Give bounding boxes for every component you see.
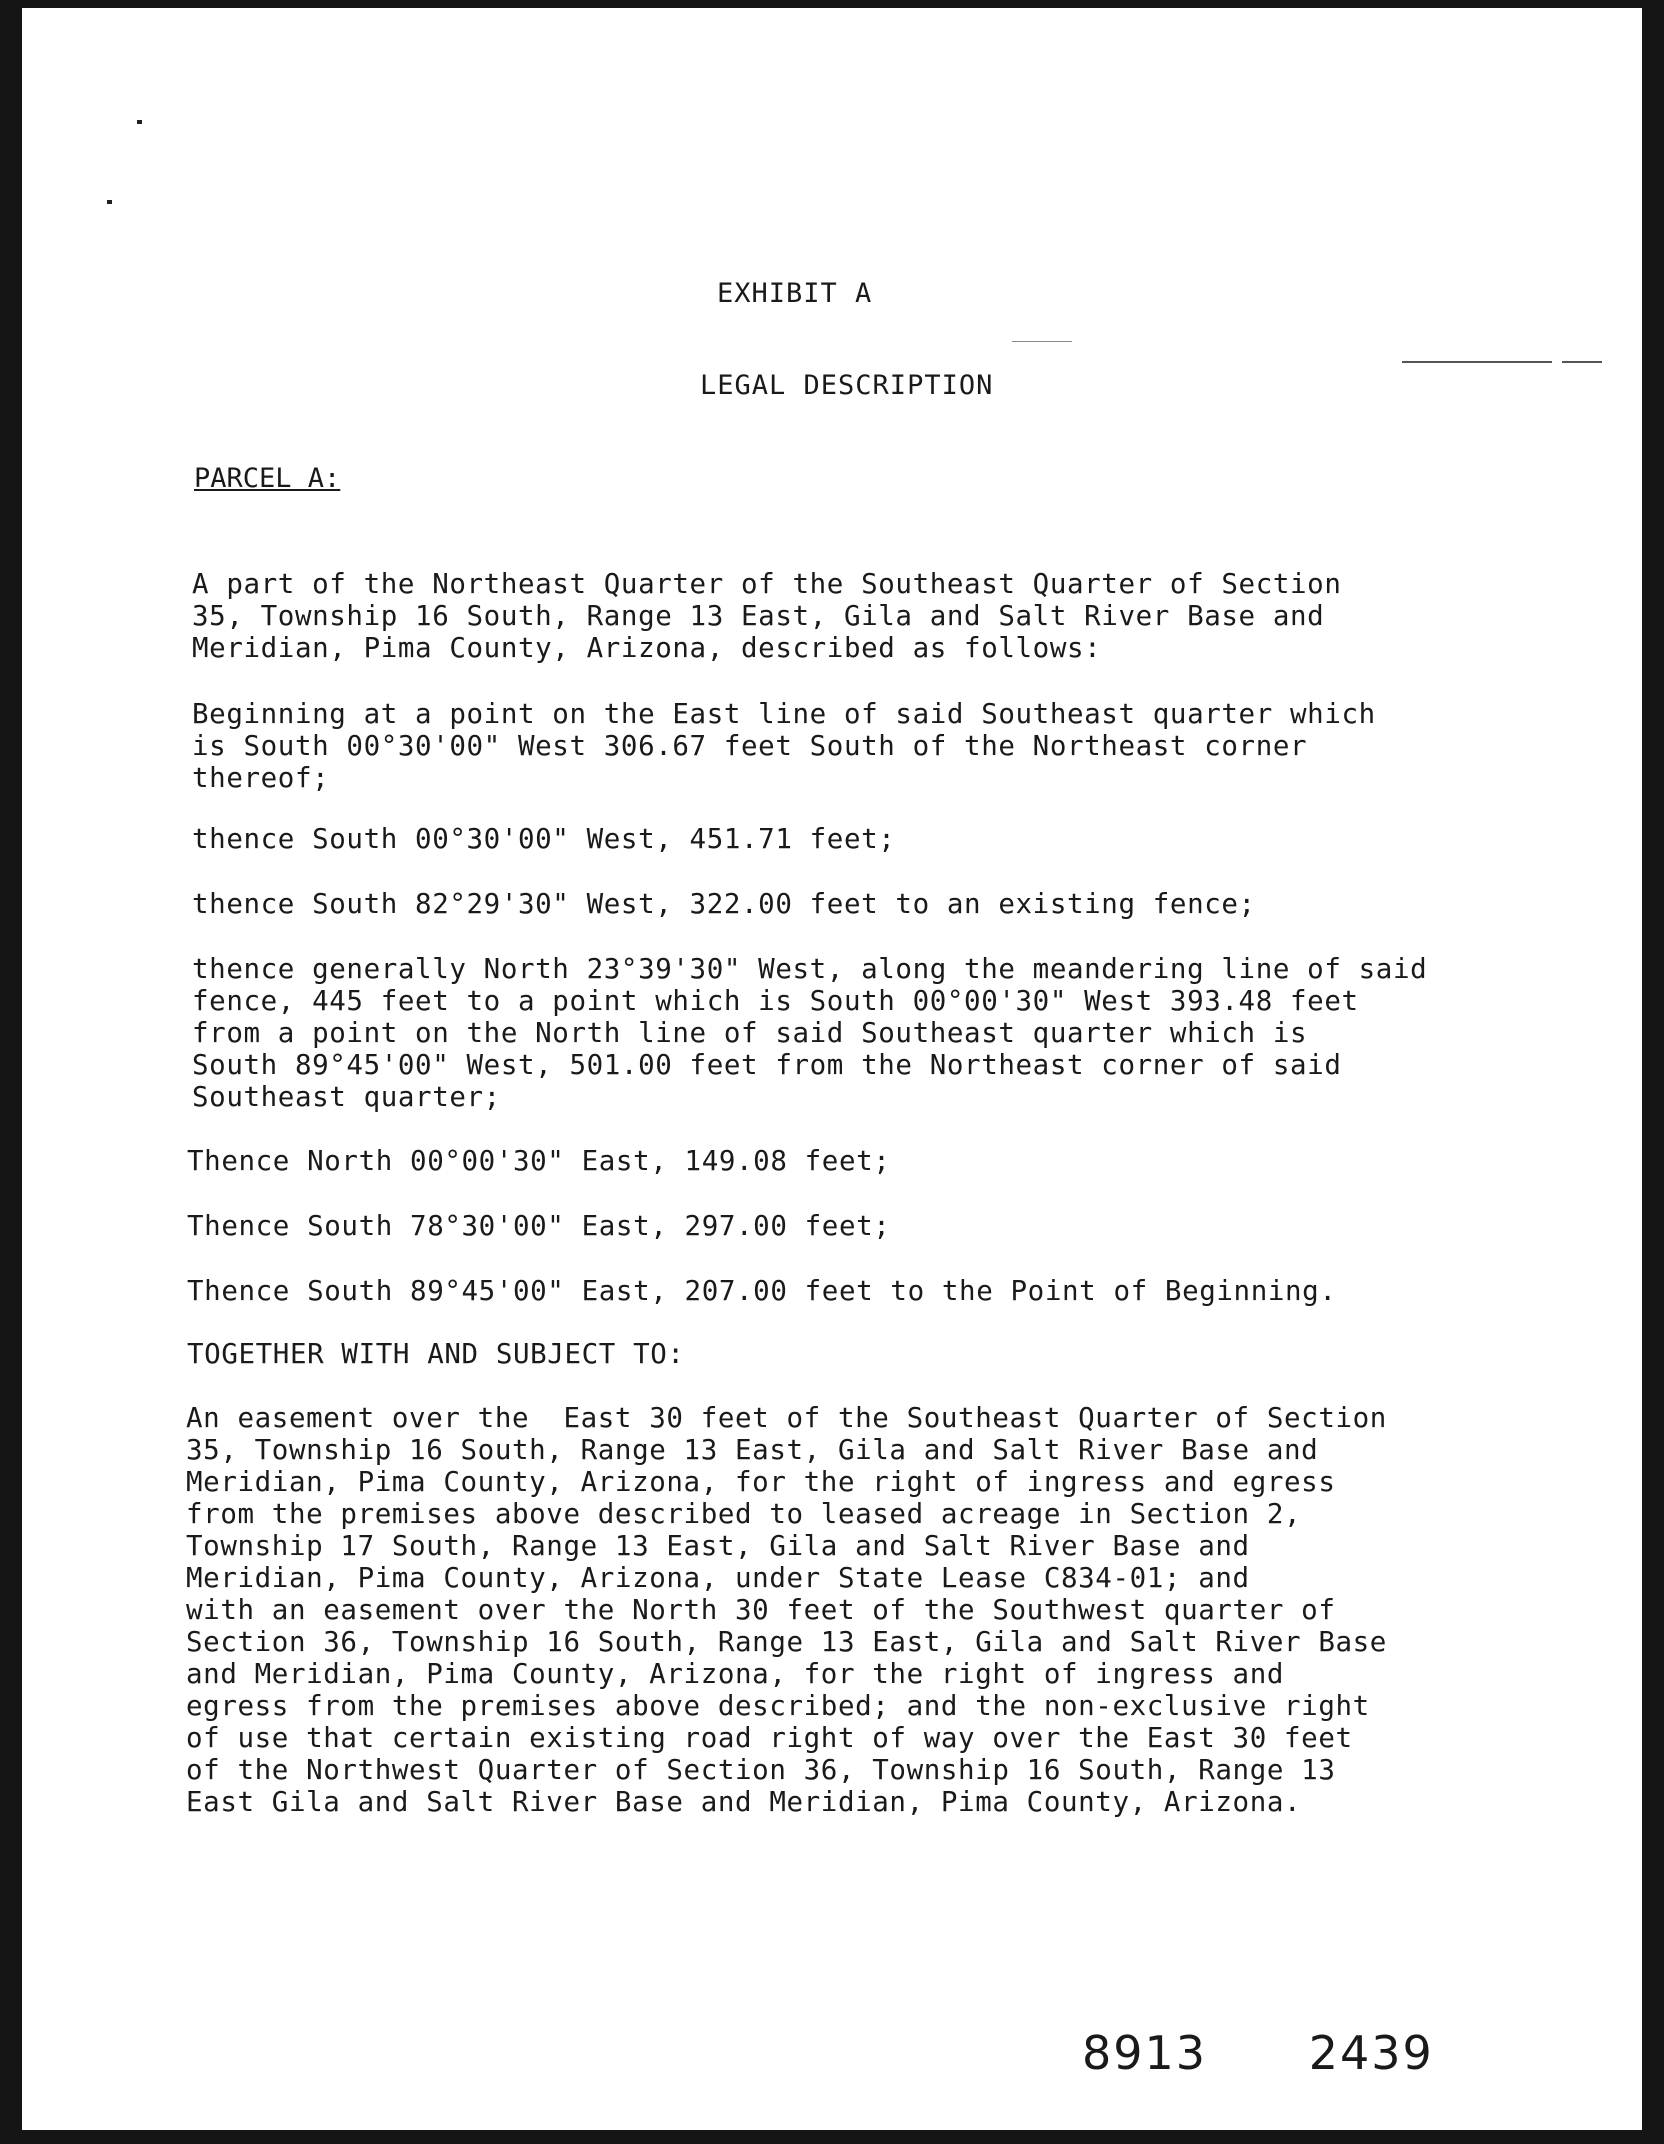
paragraph-parcel-location: A part of the Northeast Quarter of the Southeast Quarter of Section 35, Township 16 South, Range 13 East, Gila and Salt River Base and Meridian, Pima County, Arizona, described as follows: bbox=[192, 568, 1342, 664]
scan-rule bbox=[1402, 361, 1552, 363]
paragraph-course-6: Thence South 89°45'00" East, 207.00 feet to the Point of Beginning. bbox=[187, 1275, 1337, 1307]
section-title: LEGAL DESCRIPTION bbox=[700, 370, 994, 401]
paragraph-together-with: TOGETHER WITH AND SUBJECT TO: bbox=[187, 1338, 685, 1370]
parcel-label: PARCEL A: bbox=[194, 463, 341, 494]
paragraph-beginning-point: Beginning at a point on the East line of said Southeast quarter which is South 00°30'00" West 306.67 feet South of the Northeast corner thereof; bbox=[192, 698, 1376, 794]
scan-rule bbox=[1562, 361, 1602, 363]
paragraph-course-2: thence South 82°29'30" West, 322.00 feet to an existing fence; bbox=[192, 888, 1256, 920]
scan-speck bbox=[137, 120, 142, 124]
scan-rule bbox=[1012, 341, 1072, 342]
paragraph-course-3: thence generally North 23°39'30" West, along the meandering line of said fence, 445 feet to a point which is South 00°00'30" West 393.48 feet from a point on the North line of said Southeast quarter which is South 89°45'00" West, 501.00 feet from the Northeast corner of said Southeast quarter; bbox=[192, 953, 1428, 1113]
page-number-left: 8913 bbox=[1082, 2026, 1208, 2080]
page-numbers bbox=[1082, 2026, 1434, 2080]
scan-speck bbox=[107, 200, 112, 204]
paragraph-course-4: Thence North 00°00'30" East, 149.08 feet; bbox=[187, 1145, 891, 1177]
paragraph-course-1: thence South 00°30'00" West, 451.71 feet; bbox=[192, 823, 896, 855]
page-number-right: 2439 bbox=[1308, 2026, 1434, 2080]
paragraph-easement: An easement over the East 30 feet of the Southeast Quarter of Section 35, Township 16 South, Range 13 East, Gila and Salt River Base and Meridian, Pima County, Arizona, for the right of ingress and egress from the premises above described to leased acreage in Section 2, Township 17 South, Range 13 East, Gila and Salt River Base and Meridian, Pima County, Arizona, under State Lease C834-01; and with an easement over the North 30 feet of the Southwest quarter of Section 36, Township 16 South, Range 13 East, Gila and Salt River Base and Meridian, Pima County, Arizona, for the right of ingress and egress from the premises above described; and the non-exclusive right of use that certain existing road right of way over the East 30 feet of the Northwest Quarter of Section 36, Township 16 South, Range 13 East Gila and Salt River Base and Meridian, Pima County, Arizona. bbox=[186, 1402, 1387, 1818]
paragraph-course-5: Thence South 78°30'00" East, 297.00 feet; bbox=[187, 1210, 891, 1242]
exhibit-title: EXHIBIT A bbox=[717, 278, 873, 309]
